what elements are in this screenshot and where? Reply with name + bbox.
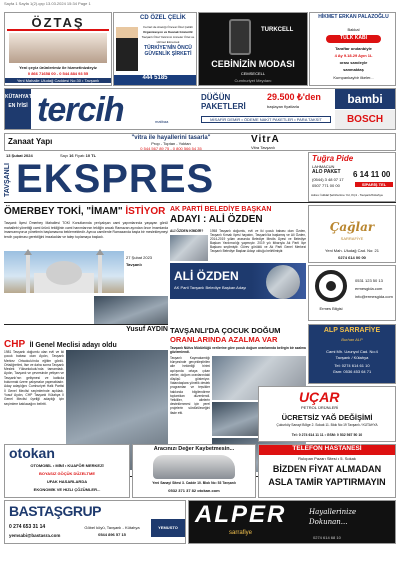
ucar-logo: UÇAR — [299, 389, 340, 405]
oztas-logo: ÖZTAŞ — [7, 15, 109, 31]
ali-ozden-name: ALİ ÖZDEN — [174, 269, 239, 283]
alp-phone-2: Gsm: 0536 453 64 71 — [332, 369, 372, 374]
ucar-phone: Tel: 0 274 614 11 11 • GSM: 0 532 567 50 10 — [291, 433, 363, 437]
story1-body: Tavşanlı İlçesi Ömerbey Mahallesi TOKİ Konutlarında yer/çalışan cami yapımlarında yaşayan gönül mahallebi yönettiği cami ürünü tekliğinin cami hanımlarının tekliğin ancak Ramazan ayından önce İmamlarda imamıamıyoruz yönetimin başlamasına beklemektedir. Ayrıca camilerde Ramazanda başta bir meslekleşmeyi tercih yapılması gerektiğini imzaladılar ve talep toplamaya başladı. — [4, 221, 168, 239]
story4-body: Tavşanlı Kaymakamlığı bünyesinde gerçekleştirilen aile hekimliği birimi açılışında ortaya çıkan veriler, doğum oranlarındaki düşüşü gösteriyor. Vatandaşlara yönelik destek programları ve teşvikler hakkında bilgilendirme toplantıları düzenlendi. Yetkililer, ailelerin desteklenmesi için yerel projelerin sürdürüleceğini ifade etti. — [170, 356, 210, 415]
story3-headline — [4, 334, 168, 348]
vitra-sub: Prop - Toptan - Yoktan — [151, 141, 191, 146]
oztas-tagline: Yeni çeyiz ürünlerimiz ile hizmetinizdeyiz — [19, 65, 97, 70]
mosque-caption: 27 Şubat 2023 — [126, 255, 153, 260]
arac-address: Yeni Sanayi Sitesi 3. Cadde 10. Blok No: 53 Tavşanlı — [152, 481, 236, 485]
ad-tercih-banner[interactable] — [4, 88, 396, 130]
palazoglu-line-1: Taraftar ondanbiyle — [335, 46, 372, 51]
oztas-phones: 0 866 71658 00 - 0 544 884 93 55 — [27, 71, 89, 76]
story3-headline-a: CHP — [4, 339, 26, 350]
story1-headline-b: İSTİYOR — [125, 206, 166, 217]
arac-phone — [133, 488, 255, 493]
ozel-celik-line-3: Tavşanlı Özel Yatırımcı Anneler Özel ve Hizmet Etmemek — [141, 35, 195, 44]
tugra-sub: LAHMACUN — [312, 164, 335, 169]
ermes-mail: info@ermesgida.com — [355, 294, 393, 299]
caglar-address: Yeni Mah. Uludağ Cad. No: 21 — [325, 248, 379, 253]
tugra-logo: Tuğra Pide — [312, 154, 354, 163]
ozel-celik-slogan: TÜRKİYE'NİN ÖNCÜ GÜVENLİK ŞİRKETİ — [144, 45, 192, 57]
otokan-line-2: BOYASIZ GÖÇÜK DÜZELTME — [38, 471, 95, 476]
story1-headline — [4, 205, 168, 219]
ozel-celik-line-2: Organizasyon ve Kasnak Gösterilir — [143, 30, 193, 34]
masthead — [4, 152, 304, 200]
bastas-email: yemsabi@bastasra.com — [9, 533, 61, 538]
story1-headline-a: ÖMERBEY TOKİ, "İMAM" — [4, 206, 123, 217]
ad-bastas[interactable] — [4, 500, 186, 544]
ozel-celik-line-1: Ferrari de Aracığı Öncesi Özel Çelikli — [143, 25, 193, 29]
oztas-address: Yeni Mahalle Uludağ Caddesi No:30 • Tavşanlı — [5, 78, 111, 83]
dugun-price-sub: başlayan fiyatlarla — [267, 104, 300, 109]
palazoglu-badge: TÜLK KABI — [326, 35, 381, 43]
bastas-mid-phone: 0544 896 57 15 — [98, 532, 126, 537]
paper-title: EKSPRES — [16, 157, 215, 201]
vitra-logo-sub: Vitra Tavşanlı — [251, 145, 275, 150]
guard-photo — [116, 27, 138, 71]
vitra-slogan: "vitra ile hayallerini tasarla" — [131, 135, 211, 141]
story4-headline-b: ORANLARINDA AZALMA VAR — [170, 335, 278, 344]
ad-caglar[interactable] — [308, 205, 396, 263]
palazoglu-line-2: 4 Ay 9.18.29 Ayın 1L — [334, 53, 373, 58]
palazoglu-line-4: sanmaktaş — [343, 67, 364, 72]
issue-label: Sayı — [60, 153, 69, 158]
yemusto-badge: YEMUSTO — [151, 519, 185, 537]
otokan-logo: otokan — [9, 445, 55, 461]
ad-oztas[interactable] — [4, 12, 112, 86]
alper-logo: ALPER — [195, 501, 287, 528]
ad-telefon-hastanesi[interactable] — [258, 444, 396, 498]
tugra-badge: SİPARİŞ TEL — [355, 182, 393, 187]
price-label: Fiyatı — [74, 153, 85, 158]
alper-script: Hayallerinize Dokunan... — [309, 508, 357, 526]
ad-tugra-pide[interactable] — [308, 152, 396, 202]
otokan-line-3: UFAK HASARLARDA — [46, 479, 88, 484]
bosch-logo: BOSCH — [335, 110, 395, 129]
bastas-phone: 0 274 653 31 14 — [9, 524, 46, 530]
telefon-title: TELEFON HASTANESİ — [259, 445, 395, 455]
ad-aracinizi[interactable] — [132, 444, 256, 498]
issue-date: 13 Şubat 2024 — [6, 153, 33, 158]
ali-ozden-portrait — [266, 265, 300, 299]
caglar-phone: 0274 614 00 00 — [338, 255, 366, 260]
kutahya-badge: KÜTAHYA'NIN EN İYİSİ — [5, 89, 31, 129]
alp-phone-1: Tel: 0274 614 61 10 — [334, 363, 370, 368]
turkcell-logo: TURKCELL — [261, 27, 294, 33]
palazoglu-line-5: Kumpankaybir ilkeler... — [333, 75, 374, 80]
yusuf-aydin-name: Yusuf AYDIN — [126, 326, 168, 333]
ad-ozel-celik[interactable] — [113, 12, 197, 86]
story2-body: 1958 Tavşanlı doğumlu, evli ve iki çocuk babası olan Özden, Tavşanlı Kırsalı ilçesi hayatını, Tavşanlı'da başlamış ve Ali Özden, 2014-2019 yılları arasında Belediye Meclis Üyesi ve Belediye Başkan Yardımcılığı yapmıştır. 2019 yılı itibarıyla Ak Parti İlçe Başkanı seçilmiştir. Görev görüldü ve Ak Parti Genel Merkezi Tavşanlı Belediye Başkan Adayı olduğu belirtilmiştir. — [210, 229, 306, 253]
ad-otokan[interactable] — [4, 444, 130, 498]
modasi-sub: CEMSECELL — [240, 71, 266, 76]
arac-title: Aracınızı Değer Kaybetmesin... — [153, 446, 235, 452]
caglar-logo: Çağlar — [329, 220, 375, 234]
telefon-big-2: ASLA TAMİR YAPTIRMAYIN — [268, 477, 386, 487]
ozel-celik-phone: 444 5185 — [114, 75, 196, 85]
tercih-logo: tercih — [37, 91, 124, 129]
caglar-sub: SARRAFİYE — [340, 236, 364, 241]
story2-headline-a: AK PARTİ BELEDİYE BAŞKAN — [170, 206, 272, 213]
alp-logo: ALP SARRAFİYE — [323, 327, 381, 334]
bastas-logo: BASTAŞGRUP — [9, 503, 101, 519]
alper-sub: sarrafiye — [229, 530, 253, 536]
dugun-price: 29.500 ₺'den — [267, 92, 321, 102]
tercih-sub: matbaa — [155, 119, 169, 124]
tugra-phone-2: 0507 771 00 00 — [312, 183, 340, 188]
ali-ozden-banner — [170, 263, 306, 299]
issue-number: 16 — [69, 153, 74, 158]
modasi-place: Cumhuriyet Meydanı — [234, 78, 272, 83]
arac-phone-number: 0532 371 37 82 — [168, 488, 197, 493]
ad-alper[interactable] — [188, 500, 396, 544]
tugra-owner: ALO PAKET — [312, 169, 341, 175]
paper-label-vertical: TAVŞANLI — [4, 163, 11, 197]
arac-web: otokan.com — [197, 488, 220, 493]
story-ali-ozden — [170, 205, 306, 323]
strip-row — [4, 133, 396, 151]
oztas-photo — [9, 33, 107, 63]
story2-headline-b: ADAYI : ALİ ÖZDEN — [170, 214, 263, 225]
ucar-address: Çukurköy Sanayi Bölge 2. Sokak 11. Blok No:19 Tavşanlı / KÜTAHYA — [276, 423, 378, 427]
otokan-line-4: EKONOMİK VE HIZLI ÇÖZÜMLER... — [33, 487, 101, 492]
dugun-services: MİSAFİR DEMİR • ÖDEME NAKİT PAKETLER • PARA TAKSİT — [201, 116, 331, 123]
ermes-name: Ermes Bilgisi — [319, 306, 343, 311]
alp-owner: Burhan ALP — [341, 337, 363, 342]
price-value: 10 TL — [85, 153, 97, 158]
mosque-photo — [4, 251, 124, 293]
story4-photo-2 — [212, 402, 258, 436]
otokan-line-1: OTOMOBİL • MİNİ • KUAFÖR MERKEZİ — [30, 463, 104, 468]
yusuf-aydin-photo — [94, 296, 168, 324]
palazoglu-line-3: orası sandeyle — [339, 60, 368, 65]
ermes-phone: 0531 123 50 13 — [355, 278, 383, 283]
bambi-logo: bambi — [335, 89, 395, 109]
story-omerbey — [4, 205, 168, 293]
ali-ozden-caption: AK Parti Tavşanlı Belediye Başkan Adayı — [174, 285, 247, 290]
ali-ozden-photo-small — [170, 235, 208, 261]
bastas-mid: Göbel köyü, Tavşanlı - Kütahya — [84, 525, 140, 530]
ozel-celik-title: CD ÖZEL ÇELİK — [140, 15, 186, 21]
dugun-title: DÜĞÜN PAKETLERİ — [201, 93, 246, 111]
phone-image — [229, 19, 251, 55]
tugra-big-phone: 6 14 11 00 — [353, 170, 391, 179]
alp-address: Cami Mh. Uzunyol Cad. No:4 — [326, 349, 378, 354]
tugra-phone-1: (0544) 3 48 07 17 — [312, 177, 344, 182]
ucar-sub: PETROL ÜRÜNLERİ — [301, 405, 339, 410]
print-header: Sayfa 1 Sayfa 1(2).qxp 13.03.2024 15:34 Page 1 — [4, 1, 91, 6]
story4-lead: Tavşanlı Nüfus Müdürlüğü verilerine göre çocuk doğum oranlarında belirgin bir azalma gözlemlendi. — [170, 346, 306, 355]
story4-headline-a: TAVŞANLI'DA ÇOCUK DOĞUM — [170, 326, 281, 335]
ad-alp-sarrafiye[interactable] — [308, 324, 396, 384]
palazoglu-title: HİKMET ERKAN PALAZOĞLU — [318, 14, 389, 20]
telefon-big-1: BİZDEN FİYAT ALMADAN — [272, 464, 382, 474]
alper-phone: 0274 614 68 10 — [313, 535, 341, 540]
ermes-logo-icon — [315, 270, 347, 302]
ad-palazoglu[interactable] — [309, 12, 396, 86]
palazoglu-role: Bakkal — [347, 27, 360, 32]
mosque-caption-place: Tavşanlı — [126, 262, 142, 267]
ad-cebinizin-modasi[interactable] — [198, 12, 308, 86]
divider-1 — [4, 202, 396, 203]
tugra-address: Adres: İstiklal Şehirlerime Yol, KÇ1 - Tavşanlı/Kütahya — [311, 193, 383, 197]
zanaat-yapi: Zanaat Yapı — [8, 137, 53, 146]
vitra-logo: VitrA — [251, 134, 280, 145]
ermes-web: ermesgida.com — [355, 286, 383, 291]
story3-headline-b: İl Genel Meclisi adayı oldu — [29, 342, 117, 349]
ad-ermes[interactable] — [308, 265, 396, 321]
mosque-icon — [4, 251, 124, 293]
story3-body: 1981 Tavşanlı doğumlu olan evli ve iki çocuk babası olan Aydın, Tavşanlı Merkez Ortaokulu'nda eğitim gördü. Ortaöğretimi, lise ve daha sonra Tavşanlı Meslek Yüksekokulu'nda tamamladı. Aydın, Tavşanlı ve çevresinde yetişen ve Tavşanlı'nın gelişmesi ve katkıda bulunmak üzere çalışmalar yapmaktadır. Aday adaylığını Cumhuriyet Halk Partisi İl Genel Meclisi seçimlerinde açıkladı. Yusuf Aydın, CHP Tavşanlı Kütahya İl Genel Meclisi üyeliği adaylığı için seçimlere katılacağını belirtti. — [4, 350, 64, 406]
story2-kicker: ALİ ÖZDEN KİMDİR? — [170, 229, 204, 233]
alp-city: Tavşanlı / Kütahya — [335, 355, 369, 360]
car-image — [153, 455, 235, 479]
modasi-title: CEBİNİZİN MODASI — [211, 59, 295, 69]
ucar-slogan: ÜCRETSİZ YAĞ DEĞİŞİMİ — [281, 413, 373, 422]
ad-ucar[interactable] — [258, 386, 396, 442]
vitra-phone: 0 544 567 89 75 - 0 800 566 54 35 — [140, 146, 202, 151]
telefon-sub: Rulopan Pazarı Sitesi • 5. Sokak — [298, 456, 356, 461]
